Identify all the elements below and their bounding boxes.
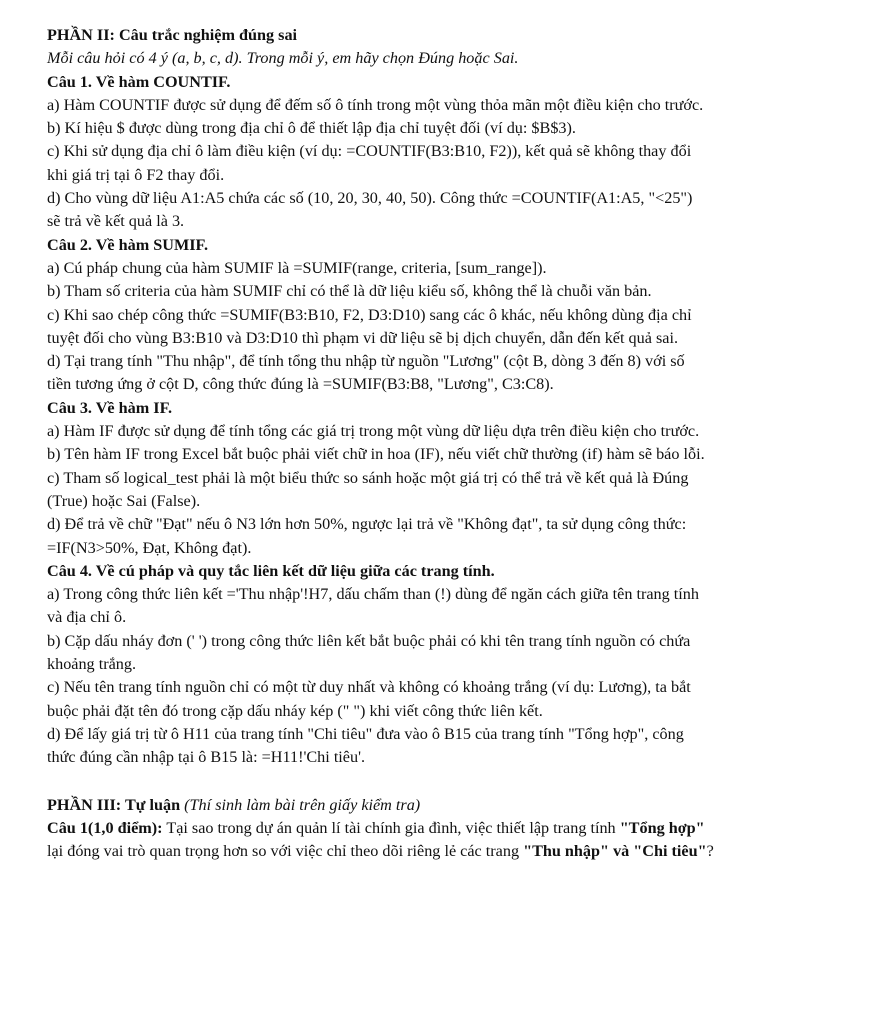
q3-option-c-line2: (True) hoặc Sai (False). (47, 491, 201, 510)
part2-title: PHẦN II: Câu trắc nghiệm đúng sai (47, 26, 298, 44)
part2-instruction: Mỗi câu hỏi có 4 ý (a, b, c, d). Trong mỗi ý, em hãy chọn Đúng hoặc Sai. (47, 49, 519, 68)
part3-q1-bold-a: "Tổng hợp" (619, 818, 705, 837)
q4-option-a-line1: a) Trong công thức liên kết ='Thu nhập'!H7, dấu chấm than (!) dùng để ngăn cách giữa tên trang tính (47, 585, 699, 604)
q1-option-c-line1: c) Khi sử dụng địa chỉ ô làm điều kiện (ví dụ: =COUNTIF(B3:B10, F2)), kết quả sẽ không thay đổi (47, 142, 692, 161)
q4-option-a-line2: và địa chỉ ô. (47, 608, 127, 627)
q1-option-c-line2: khi giá trị tại ô F2 thay đổi. (47, 165, 225, 184)
q3-option-b: b) Tên hàm IF trong Excel bắt buộc phải viết chữ in hoa (IF), nếu viết chữ thường (if) hàm sẽ báo lỗi. (47, 445, 705, 464)
part3-q1-line1 (47, 817, 845, 840)
q2-option-c-line2: tuyệt đối cho vùng B3:B10 và D3:D10 thì phạm vi dữ liệu sẽ bị dịch chuyển, dẫn đến kết quả sai. (47, 328, 678, 347)
part3-title-note: (Thí sinh làm bài trên giấy kiểm tra) (184, 795, 421, 814)
section-spacer (47, 770, 845, 794)
q2-option-a: a) Cú pháp chung của hàm SUMIF là =SUMIF(range, criteria, [sum_range]). (47, 258, 547, 277)
q2-title: Câu 2. Về hàm SUMIF. (47, 235, 208, 254)
q3-option-d-line2: =IF(N3>50%, Đạt, Không đạt). (47, 538, 252, 557)
part3-title: PHẦN III: Tự luận (47, 795, 181, 814)
q2-option-d-line2: tiền tương ứng ở cột D, công thức đúng là =SUMIF(B3:B8, "Lương", C3:C8). (47, 375, 554, 394)
part3-q1-text-b: lại đóng vai trò quan trọng hơn so với việc chỉ theo dõi riêng lẻ các trang (47, 842, 524, 861)
q1-option-d-line1: d) Cho vùng dữ liệu A1:A5 chứa các số (10, 20, 30, 40, 50). Công thức =COUNTIF(A1:A5, "<25") (47, 189, 693, 208)
part3-q1-text-a: Tại sao trong dự án quản lí tài chính gia đình, việc thiết lập trang tính (162, 818, 620, 837)
q4-option-c-line2: buộc phải đặt tên đó trong cặp dấu nháy kép (" ") khi viết công thức liên kết. (47, 701, 543, 720)
q2-option-c-line1: c) Khi sao chép công thức =SUMIF(B3:B10, F2, D3:D10) sang các ô khác, nếu không dùng địa chỉ (47, 305, 692, 324)
q3-option-c-line1: c) Tham số logical_test phải là một biểu thức so sánh hoặc một giá trị có thể trả về kết quả là Đúng (47, 468, 689, 487)
q4-option-b-line2: khoảng trắng. (47, 655, 137, 674)
q1-option-b: b) Kí hiệu $ được dùng trong địa chỉ ô để thiết lập địa chỉ tuyệt đối (ví dụ: $B$3). (47, 119, 576, 138)
q3-title: Câu 3. Về hàm IF. (47, 398, 173, 417)
q3-option-a: a) Hàm IF được sử dụng để tính tổng các giá trị trong một vùng dữ liệu dựa trên điều kiện cho trước. (47, 422, 700, 441)
part3-q1-line2 (47, 840, 845, 863)
q4-option-d-line1: d) Để lấy giá trị từ ô H11 của trang tính "Chi tiêu" đưa vào ô B15 của trang tính "Tổng hợp", công (47, 724, 684, 743)
q2-option-b: b) Tham số criteria của hàm SUMIF chỉ có thể là dữ liệu kiểu số, không thể là chuỗi văn bản. (47, 282, 652, 301)
q1-option-a: a) Hàm COUNTIF được sử dụng để đếm số ô tính trong một vùng thỏa mãn một điều kiện cho trước. (47, 95, 704, 114)
part3-heading (47, 794, 845, 817)
q4-option-c-line1: c) Nếu tên trang tính nguồn chỉ có một từ duy nhất và không có khoảng trắng (ví dụ: Lương), ta bắt (47, 678, 691, 697)
part3-q1-bold-b: "Thu nhập" và "Chi tiêu" (523, 842, 707, 861)
q1-option-d-line2: sẽ trả về kết quả là 3. (47, 212, 185, 231)
part3-q1-end: ? (706, 842, 714, 861)
q2-option-d-line1: d) Tại trang tính "Thu nhập", để tính tổng thu nhập từ nguồn "Lương" (cột B, dòng 3 đến 8) với số (47, 352, 685, 371)
q1-title: Câu 1. Về hàm COUNTIF. (47, 72, 231, 91)
q4-option-b-line1: b) Cặp dấu nháy đơn (' ') trong công thức liên kết bắt buộc phải có khi tên trang tính nguồn có chứa (47, 631, 691, 650)
q4-option-d-line2: thức đúng cần nhập tại ô B15 là: =H11!'Chi tiêu'. (47, 748, 366, 767)
q3-option-d-line1: d) Để trả về chữ "Đạt" nếu ô N3 lớn hơn 50%, ngược lại trả về "Không đạt", ta sử dụng công thức: (47, 515, 687, 534)
part3-q1-label: Câu 1(1,0 điểm): (47, 818, 163, 837)
q4-title: Câu 4. Về cú pháp và quy tắc liên kết dữ liệu giữa các trang tính. (47, 561, 495, 580)
